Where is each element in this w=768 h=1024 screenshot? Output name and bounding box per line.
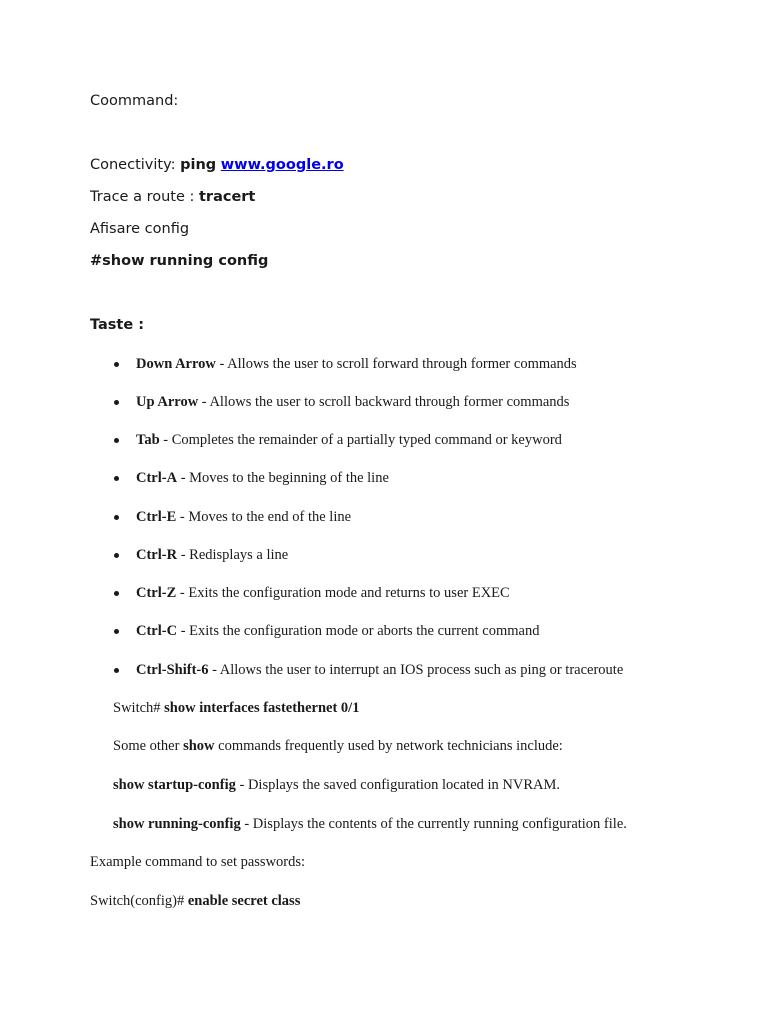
bullet-dot xyxy=(114,629,119,634)
list-item xyxy=(136,469,389,487)
bullet-dot xyxy=(114,476,119,481)
list-item xyxy=(136,661,623,679)
list-item xyxy=(136,431,562,449)
show-startup-config-line xyxy=(113,776,560,794)
shortcut-key: Down Arrow xyxy=(136,356,216,372)
switch-show-interfaces-line xyxy=(113,699,359,717)
bullet-dot xyxy=(114,515,119,520)
connectivity-label: Conectivity: xyxy=(90,157,181,173)
shortcut-desc: - Allows the user to scroll forward through former commands xyxy=(215,356,577,372)
enable-secret-command: enable secret class xyxy=(187,893,301,909)
config-prompt: Switch(config)# xyxy=(90,893,188,909)
bullet-dot xyxy=(114,438,119,443)
show-running-config-line: #show running config xyxy=(90,253,269,269)
shortcut-desc: - Allows the user to scroll backward through former commands xyxy=(198,394,570,410)
afisare-config-line: Afisare config xyxy=(90,221,190,237)
connectivity-line xyxy=(90,156,344,174)
shortcut-key: Ctrl-Shift-6 xyxy=(136,662,209,678)
some-other-show-line xyxy=(113,737,563,755)
taste-heading: Taste : xyxy=(90,317,145,333)
shortcut-key: Ctrl-R xyxy=(136,547,178,563)
list-item xyxy=(136,546,288,564)
tracert-command: tracert xyxy=(198,189,256,205)
switch-prompt: Switch# xyxy=(113,700,165,716)
shortcut-key: Ctrl-A xyxy=(136,470,178,486)
shortcut-desc: - Allows the user to interrupt an IOS process such as ping or traceroute xyxy=(208,662,624,678)
ping-command: ping xyxy=(180,157,217,173)
bullet-dot xyxy=(114,668,119,673)
some-other-pre: Some other xyxy=(113,738,184,754)
bullet-dot xyxy=(114,400,119,405)
list-item xyxy=(136,622,539,640)
trace-line xyxy=(90,188,255,206)
running-config-command: show running-config xyxy=(113,816,241,832)
shortcut-key: Tab xyxy=(136,432,160,448)
trace-label: Trace a route : xyxy=(90,189,199,205)
shortcut-key: Ctrl-E xyxy=(136,509,177,525)
google-link[interactable]: www.google.ro xyxy=(220,157,344,173)
startup-config-command: show startup-config xyxy=(113,777,236,793)
heading-command: Coommand: xyxy=(90,93,179,109)
list-item xyxy=(136,508,351,526)
shortcut-desc: - Exits the configuration mode and returns to user EXEC xyxy=(176,585,510,601)
show-interfaces-command: show interfaces fastethernet 0/1 xyxy=(164,700,360,716)
list-item xyxy=(136,355,577,373)
list-item xyxy=(136,584,510,602)
list-item xyxy=(136,393,569,411)
show-running-config-desc-line xyxy=(113,815,627,833)
some-other-post: commands frequently used by network technicians include: xyxy=(214,738,563,754)
running-config-desc: - Displays the contents of the currently running configuration file. xyxy=(240,816,627,832)
enable-secret-line xyxy=(90,892,300,910)
shortcut-desc: - Moves to the beginning of the line xyxy=(177,470,389,486)
bullet-dot xyxy=(114,553,119,558)
shortcut-key: Ctrl-Z xyxy=(136,585,177,601)
example-passwords-line: Example command to set passwords: xyxy=(90,854,306,870)
bullet-dot xyxy=(114,591,119,596)
shortcut-key: Ctrl-C xyxy=(136,623,178,639)
shortcut-desc: - Exits the configuration mode or aborts the current command xyxy=(177,623,540,639)
startup-config-desc: - Displays the saved configuration located in NVRAM. xyxy=(235,777,561,793)
shortcut-desc: - Moves to the end of the line xyxy=(176,509,352,525)
shortcut-key: Up Arrow xyxy=(136,394,199,410)
shortcut-desc: - Redisplays a line xyxy=(177,547,289,563)
bullet-dot xyxy=(114,362,119,367)
show-keyword: show xyxy=(183,738,215,754)
shortcut-desc: - Completes the remainder of a partially typed command or keyword xyxy=(159,432,562,448)
